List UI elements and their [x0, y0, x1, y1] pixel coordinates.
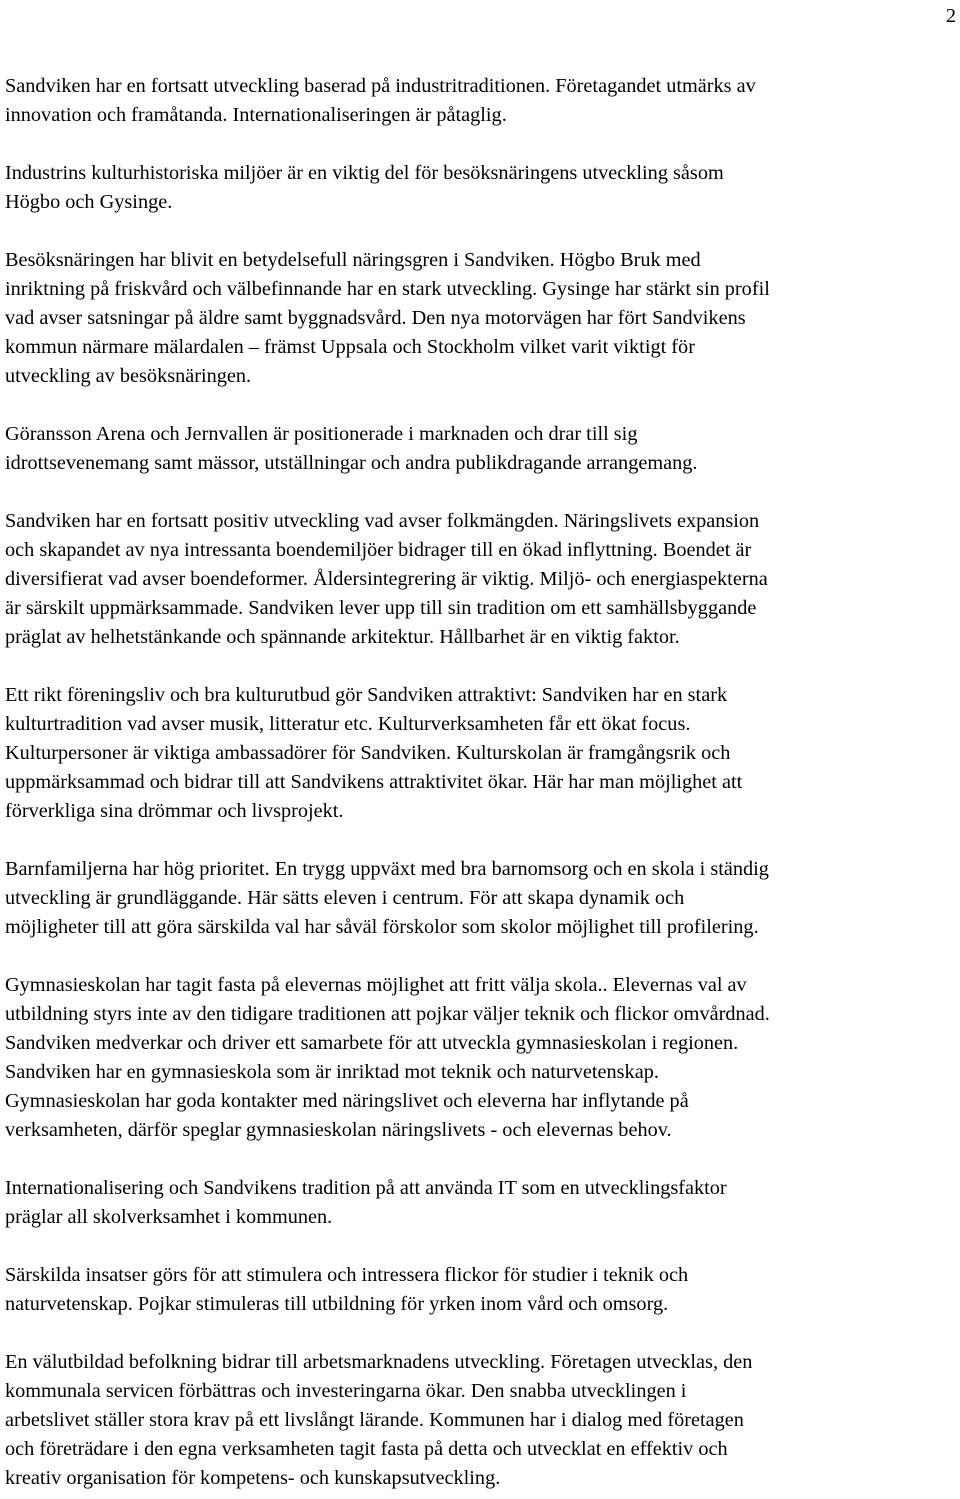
paragraph-line: Högbo och Gysinge.	[5, 191, 173, 213]
paragraph-line: präglar all skolverksamhet i kommunen.	[5, 1206, 333, 1228]
paragraph-line: vad avser satsningar på äldre samt byggnadsvård. Den nya motorvägen har fört Sandvikens	[5, 307, 746, 329]
paragraph-lifelong-learning	[5, 1348, 960, 1493]
paragraph-line: Besöksnäringen har blivit en betydelsefull näringsgren i Sandviken. Högbo Bruk med	[5, 249, 701, 271]
paragraph-line: kommun närmare mälardalen – främst Uppsala och Stockholm vilket varit viktigt för	[5, 336, 695, 358]
paragraph-line: kommunala servicen förbättras och investeringarna ökar. Den snabba utvecklingen i	[5, 1380, 687, 1402]
paragraph-line: Sandviken har en gymnasieskola som är inriktad mot teknik och naturvetenskap.	[5, 1061, 659, 1083]
paragraph-gender-education	[5, 1261, 960, 1319]
paragraph-line: uppmärksammad och bidrar till att Sandvikens attraktivitet ökar. Här har man möjlighet att	[5, 771, 743, 793]
paragraph-line: Gymnasieskolan har goda kontakter med näringslivet och eleverna har inflytande på	[5, 1090, 689, 1112]
paragraph-line: möjligheter till att göra särskilda val har såväl förskolor som skolor möjlighet till profilering.	[5, 916, 759, 938]
paragraph-line: inriktning på friskvård och välbefinnande har en stark utveckling. Gysinge har stärkt sin profil	[5, 278, 770, 300]
paragraph-tourism	[5, 246, 960, 391]
paragraph-line: En välutbildad befolkning bidrar till arbetsmarknadens utveckling. Företagen utvecklas, den	[5, 1351, 753, 1373]
paragraph-line: verksamheten, därför speglar gymnasieskolan näringslivets - och elevernas behov.	[5, 1119, 672, 1141]
paragraph-line: Sandviken medverkar och driver ett samarbete för att utveckla gymnasieskolan i regionen.	[5, 1032, 739, 1054]
paragraph-line: kreativ organisation för kompetens- och kunskapsutveckling.	[5, 1467, 501, 1489]
paragraph-line: förverkliga sina drömmar och livsprojekt.	[5, 800, 344, 822]
paragraph-line: Kulturpersoner är viktiga ambassadörer för Sandviken. Kulturskolan är framgångsrik och	[5, 742, 731, 764]
paragraph-industry	[5, 72, 960, 130]
paragraph-line: Sandviken har en fortsatt utveckling baserad på industritraditionen. Företagandet utmärks av	[5, 75, 756, 97]
paragraph-internationalisation	[5, 1174, 960, 1232]
paragraph-line: idrottsevenemang samt mässor, utställningar och andra publikdragande arrangemang.	[5, 452, 698, 474]
paragraph-line: Industrins kulturhistoriska miljöer är en viktig del för besöksnäringens utveckling såsom	[5, 162, 724, 184]
paragraph-line: och företrädare i den egna verksamheten tagit fasta på detta och utvecklat en effektiv och	[5, 1438, 728, 1460]
paragraph-line: Göransson Arena och Jernvallen är positionerade i marknaden och drar till sig	[5, 423, 638, 445]
paragraph-events	[5, 420, 960, 478]
paragraph-line: Gymnasieskolan har tagit fasta på elevernas möjlighet att fritt välja skola.. Elevernas val av	[5, 974, 747, 996]
paragraph-line: arbetslivet ställer stora krav på ett livslångt lärande. Kommunen har i dialog med företagen	[5, 1409, 744, 1431]
paragraph-population	[5, 507, 960, 652]
paragraph-line: utveckling av besöksnäringen.	[5, 365, 252, 387]
paragraph-culture	[5, 681, 960, 826]
paragraph-line: Sandviken har en fortsatt positiv utveckling vad avser folkmängden. Näringslivets expansion	[5, 510, 760, 532]
paragraph-line: Ett rikt föreningsliv och bra kulturutbud gör Sandviken attraktivt: Sandviken har en stark	[5, 684, 728, 706]
paragraph-line: och skapandet av nya intressanta boendemiljöer bidrager till en ökad inflyttning. Boendet är	[5, 539, 752, 561]
paragraph-families	[5, 855, 960, 942]
document-body	[5, 72, 960, 1493]
page-number: 2	[945, 5, 956, 27]
paragraph-line: präglat av helhetstänkande och spännande arkitektur. Hållbarhet är en viktig faktor.	[5, 626, 680, 648]
paragraph-line: Särskilda insatser görs för att stimulera och intressera flickor för studier i teknik och	[5, 1264, 689, 1286]
paragraph-line: kulturtradition vad avser musik, litteratur etc. Kulturverksamheten får ett ökat focus.	[5, 713, 691, 735]
paragraph-cultural-heritage	[5, 159, 960, 217]
paragraph-line: diversifierat vad avser boendeformer. Åldersintegrering är viktig. Miljö- och energiaspekterna	[5, 568, 768, 590]
paragraph-line: innovation och framåtanda. Internationaliseringen är påtaglig.	[5, 104, 507, 126]
paragraph-line: utbildning styrs inte av den tidigare traditionen att pojkar väljer teknik och flickor omvårdnad.	[5, 1003, 770, 1025]
paragraph-line: Barnfamiljerna har hög prioritet. En trygg uppväxt med bra barnomsorg och en skola i ständig	[5, 858, 769, 880]
paragraph-line: utveckling är grundläggande. Här sätts eleven i centrum. För att skapa dynamik och	[5, 887, 685, 909]
paragraph-line: naturvetenskap. Pojkar stimuleras till utbildning för yrken inom vård och omsorg.	[5, 1293, 669, 1315]
paragraph-line: Internationalisering och Sandvikens tradition på att använda IT som en utvecklingsfaktor	[5, 1177, 727, 1199]
paragraph-upper-secondary	[5, 971, 960, 1145]
paragraph-line: är särskilt uppmärksammade. Sandviken lever upp till sin tradition om ett samhällsbyggande	[5, 597, 757, 619]
